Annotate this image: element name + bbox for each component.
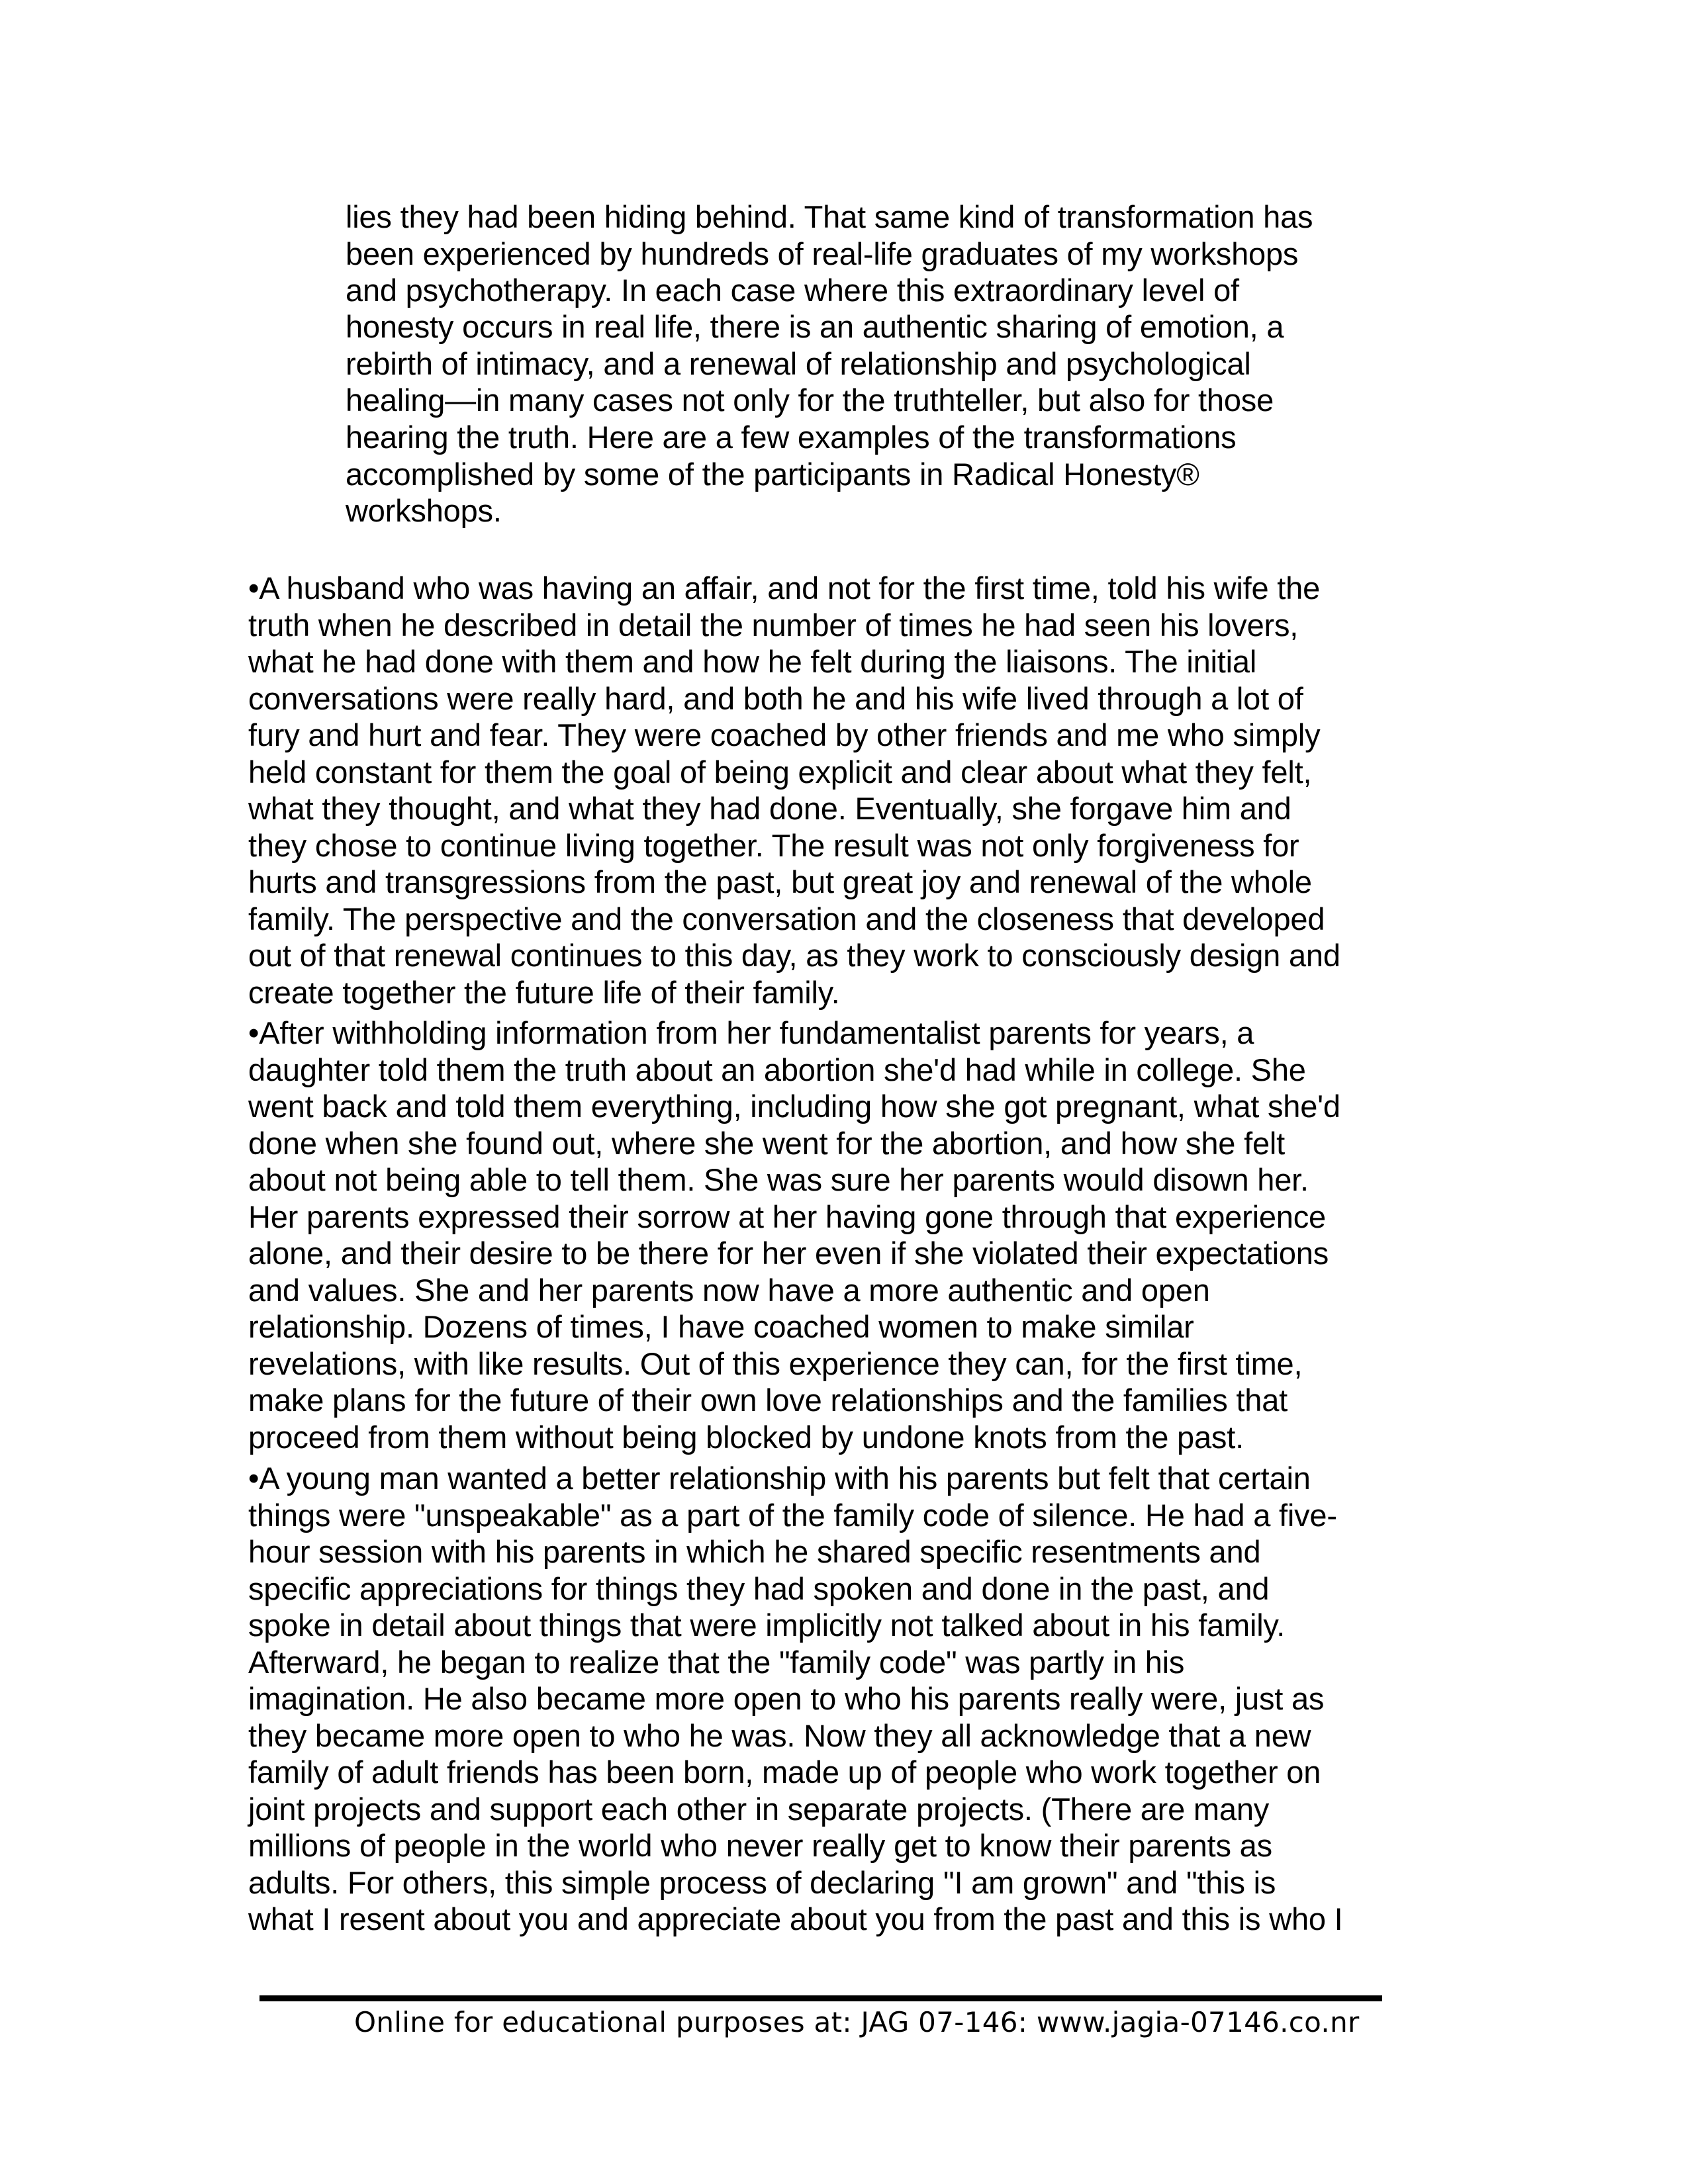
text-line: rebirth of intimacy, and a renewal of relationship and psychological bbox=[346, 346, 1251, 381]
text-line: and psychotherapy. In each case where this extraordinary level of bbox=[346, 273, 1239, 308]
text-line: imagination. He also became more open to who his parents really were, just as bbox=[248, 1681, 1325, 1716]
text-line: Her parents expressed their sorrow at her having gone through that experience bbox=[248, 1199, 1326, 1234]
text-line: been experienced by hundreds of real-life graduates of my workshops bbox=[346, 236, 1299, 271]
text-line: what they thought, and what they had done. Eventually, she forgave him and bbox=[248, 791, 1291, 826]
text-line: specific appreciations for things they had spoken and done in the past, and bbox=[248, 1571, 1270, 1606]
text-line: what he had done with them and how he felt during the liaisons. The initial bbox=[248, 644, 1257, 679]
text-line: make plans for the future of their own love relationships and the families that bbox=[248, 1383, 1288, 1418]
text-line: spoke in detail about things that were implicitly not talked about in his family. bbox=[248, 1608, 1286, 1643]
text-line: family. The perspective and the conversation and the closeness that developed bbox=[248, 901, 1325, 936]
text-line: hour session with his parents in which he shared specific resentments and bbox=[248, 1534, 1261, 1569]
text-line: alone, and their desire to be there for her even if she violated their expectations bbox=[248, 1236, 1329, 1271]
text-line: honesty occurs in real life, there is an authentic sharing of emotion, a bbox=[346, 309, 1284, 344]
text-line: truth when he described in detail the number of times he had seen his lovers, bbox=[248, 608, 1299, 643]
text-line: daughter told them the truth about an abortion she'd had while in college. She bbox=[248, 1052, 1306, 1087]
text-line: what I resent about you and appreciate about you from the past and this is who I bbox=[248, 1901, 1343, 1936]
text-line: conversations were really hard, and both he and his wife lived through a lot of bbox=[248, 681, 1303, 716]
text-line: create together the future life of their family. bbox=[248, 975, 840, 1010]
text-line: •A young man wanted a better relationship with his parents but felt that certain bbox=[248, 1461, 1311, 1496]
text-line: held constant for them the goal of being explicit and clear about what they felt, bbox=[248, 754, 1312, 790]
text-line: millions of people in the world who never really get to know their parents as bbox=[248, 1828, 1272, 1863]
text-line: done when she found out, where she went for the abortion, and how she felt bbox=[248, 1126, 1285, 1161]
text-line: went back and told them everything, including how she got pregnant, what she'd bbox=[248, 1089, 1340, 1124]
text-line: •A husband who was having an affair, and not for the first time, told his wife the bbox=[248, 570, 1321, 606]
text-line: workshops. bbox=[346, 493, 502, 528]
text-line: joint projects and support each other in separate projects. (There are many bbox=[248, 1792, 1270, 1827]
text-line: family of adult friends has been born, made up of people who work together on bbox=[248, 1754, 1321, 1790]
text-line: they became more open to who he was. Now they all acknowledge that a new bbox=[248, 1718, 1311, 1753]
text-line: and values. She and her parents now have a more authentic and open bbox=[248, 1273, 1210, 1308]
text-line: hearing the truth. Here are a few examples of the transformations bbox=[346, 420, 1237, 455]
text-line: fury and hurt and fear. They were coached by other friends and me who simply bbox=[248, 717, 1321, 752]
text-line: lies they had been hiding behind. That same kind of transformation has bbox=[346, 199, 1313, 234]
text-line: about not being able to tell them. She was sure her parents would disown her. bbox=[248, 1162, 1309, 1197]
text-line: hurts and transgressions from the past, but great joy and renewal of the whole bbox=[248, 864, 1312, 899]
footer-divider bbox=[259, 1995, 1382, 2001]
text-line: out of that renewal continues to this day, as they work to consciously design and bbox=[248, 938, 1340, 973]
text-line: •After withholding information from her fundamentalist parents for years, a bbox=[248, 1015, 1254, 1050]
text-line: relationship. Dozens of times, I have coached women to make similar bbox=[248, 1309, 1194, 1344]
footer-text: Online for educational purposes at: JAG 07-146: www.jagia-07146.co.nr bbox=[354, 2006, 1360, 2038]
text-line: they chose to continue living together. The result was not only forgiveness for bbox=[248, 828, 1299, 863]
text-line: Afterward, he began to realize that the "family code" was partly in his bbox=[248, 1645, 1185, 1680]
text-line: accomplished by some of the participants in Radical Honesty® bbox=[346, 457, 1199, 492]
text-line: healing—in many cases not only for the truthteller, but also for those bbox=[346, 383, 1274, 418]
text-line: things were "unspeakable" as a part of the family code of silence. He had a five- bbox=[248, 1498, 1337, 1533]
text-line: revelations, with like results. Out of this experience they can, for the first time, bbox=[248, 1346, 1303, 1381]
text-line: adults. For others, this simple process of declaring "I am grown" and "this is bbox=[248, 1865, 1276, 1900]
text-line: proceed from them without being blocked by undone knots from the past. bbox=[248, 1420, 1244, 1455]
